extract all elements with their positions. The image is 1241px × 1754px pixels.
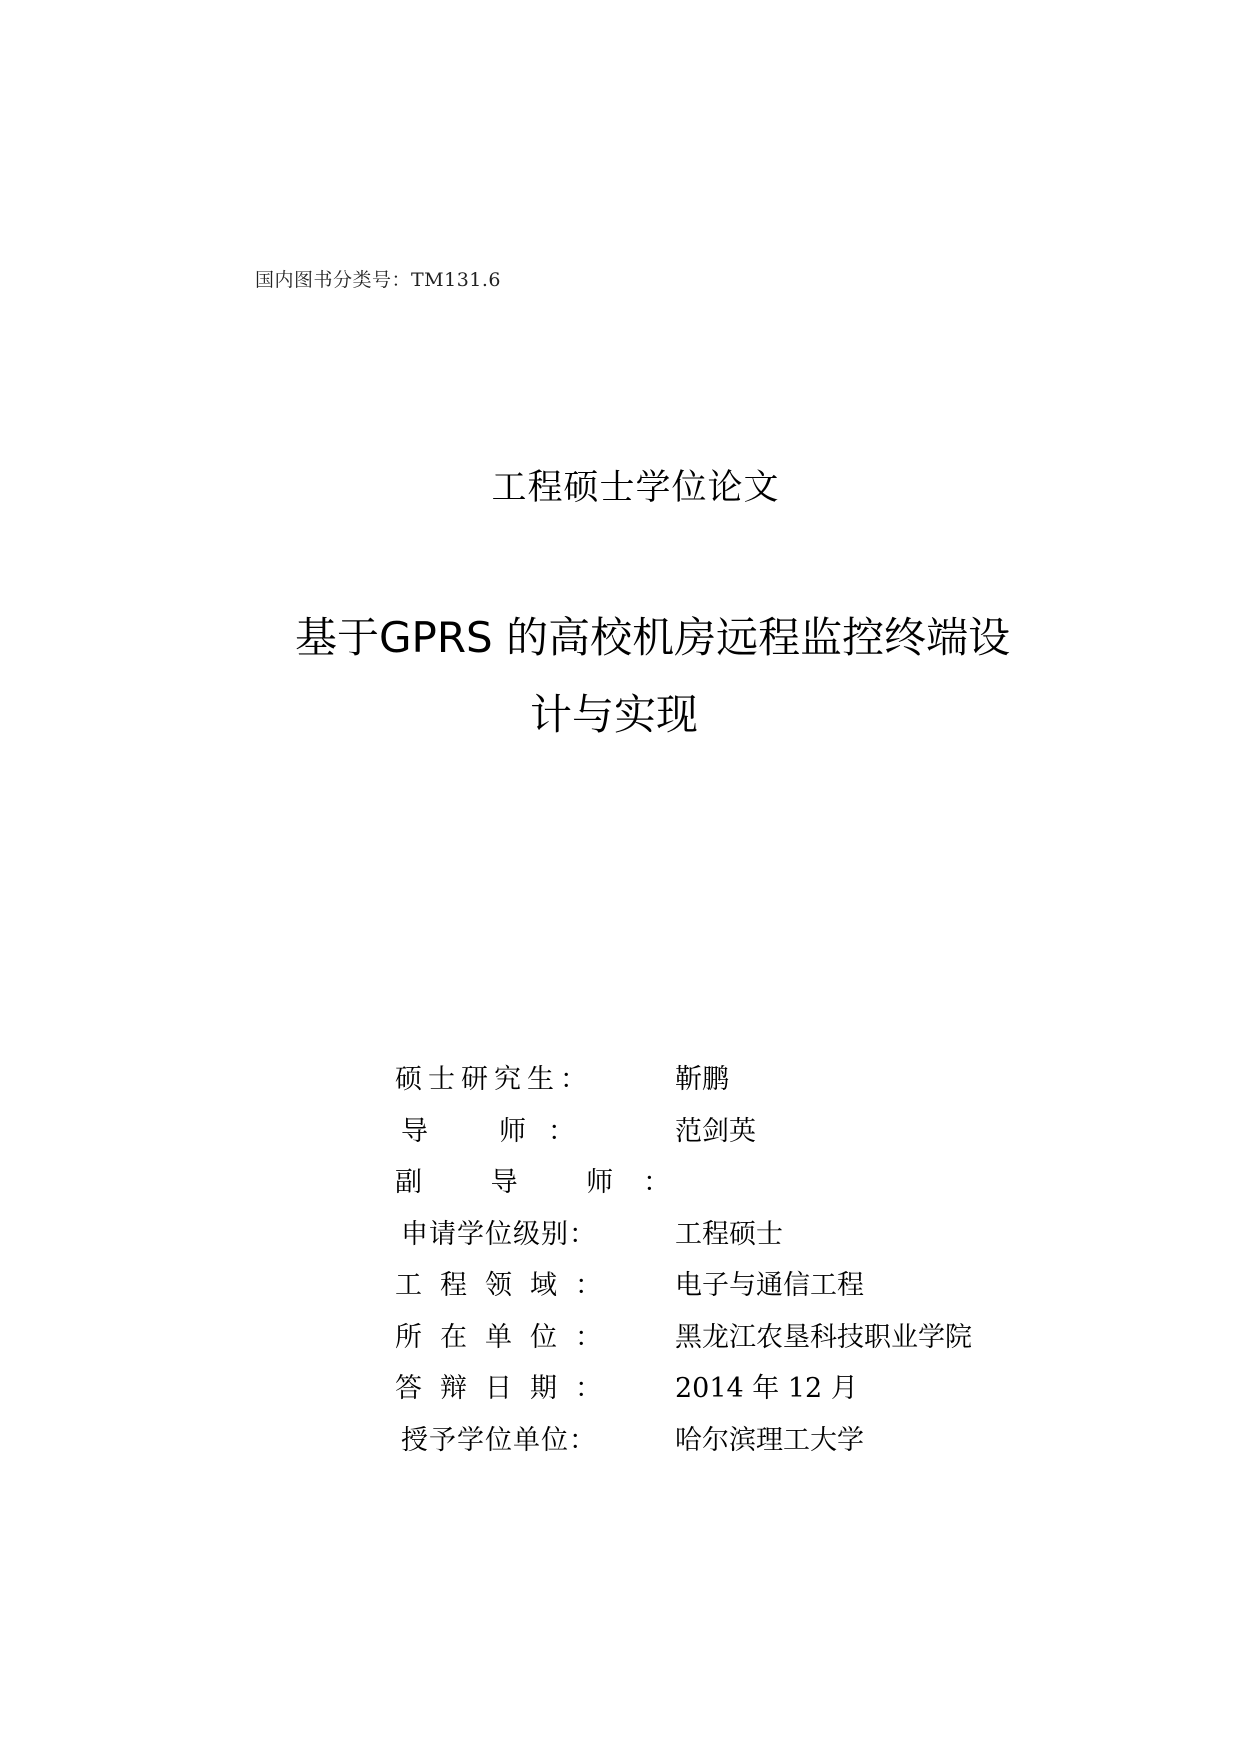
info-value-student: 靳鹏 xyxy=(675,1064,729,1095)
info-label-student: 硕士研究生： xyxy=(395,1064,593,1095)
info-label-affiliation: 所在单位： xyxy=(395,1321,620,1353)
info-row-field xyxy=(395,1263,1055,1315)
info-label-defense-date: 答辩日期： xyxy=(395,1373,620,1404)
info-label-degree-level: 申请学位级别： xyxy=(401,1218,597,1250)
info-row-student xyxy=(395,1057,1055,1109)
info-label-co-advisor: 副 导 师： xyxy=(395,1167,701,1198)
info-row-advisor xyxy=(395,1109,1055,1161)
info-value-degree-granting: 哈尔滨理工大学 xyxy=(675,1424,864,1456)
thesis-title-line-2: 计与实现 xyxy=(530,690,699,739)
info-row-degree-level xyxy=(395,1212,1055,1264)
info-value-defense-date: 2014 年 12 月 xyxy=(675,1373,858,1404)
classification-number: 国内图书分类号：TM131.6 xyxy=(255,269,502,291)
info-row-co-advisor xyxy=(395,1160,1055,1212)
thesis-title-line-1: 基于GPRS 的高校机房远程监控终端设 xyxy=(295,613,1011,662)
info-value-field: 电子与通信工程 xyxy=(675,1270,864,1301)
info-row-defense-date xyxy=(395,1366,1055,1418)
degree-type-heading: 工程硕士学位论文 xyxy=(491,468,780,508)
info-label-advisor: 导 师： xyxy=(401,1115,597,1147)
info-label-field: 工程领域： xyxy=(395,1270,620,1301)
info-label-degree-granting: 授予学位单位： xyxy=(401,1424,597,1456)
info-row-degree-granting xyxy=(395,1418,1055,1470)
info-row-affiliation xyxy=(395,1315,1055,1367)
info-value-affiliation: 黑龙江农垦科技职业学院 xyxy=(675,1321,972,1353)
thesis-info-table xyxy=(395,1057,1055,1469)
info-value-advisor: 范剑英 xyxy=(675,1115,756,1147)
info-value-degree-level: 工程硕士 xyxy=(675,1218,783,1250)
